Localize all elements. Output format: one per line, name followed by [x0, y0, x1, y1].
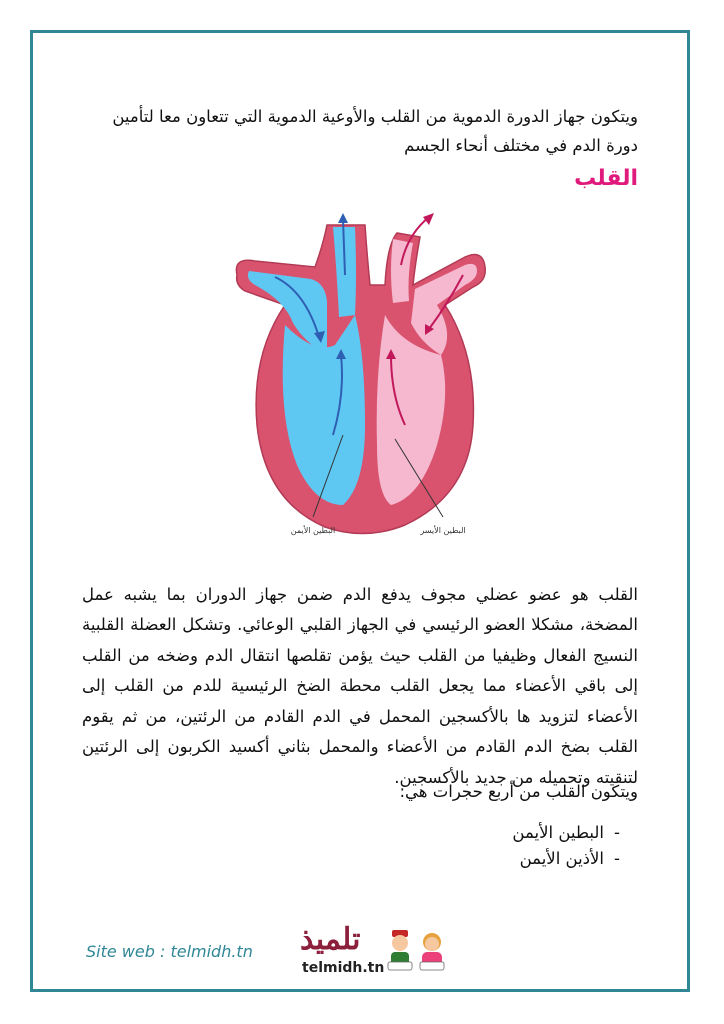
- list-item: [512, 846, 620, 872]
- intro-paragraph: ويتكون جهاز الدورة الدموية من القلب والأوعية الدموية التي تتعاون معا لتأمين دورة الدم في مختلف أنحاء الجسم: [112, 106, 638, 155]
- body-paragraph: القلب هو عضو عضلي مجوف يدفع الدم ضمن جهاز الدوران بما يشبه عمل المضخة، مشكلا العضو الرئيسي في الجهاز القلبي الوعائي. وتشكل العضلة القلبية النسيج الفعال وظيفيا من القلب حيث يؤمن تقلصها انتقال الدم وضخه من القلب إلى باقي الأعضاء مما يجعل القلب محطة الضخ الرئيسية للدم من القلب إلى الأعضاء لتزويد ها بالأكسجين المحمل في الدم القادم من الرئتين، من ثم يقوم القلب بضخ الدم القادم من الأعضاء والمحمل بثاني أكسيد الكربون إلى الرئتين لتنقيته وتحميله من جديد بالأكسجين.: [82, 584, 638, 787]
- heart-diagram: [215, 205, 515, 545]
- kids-reading-icon: [386, 928, 452, 978]
- chambers-list: [512, 820, 620, 872]
- label-right-ventricle: البطين الأيمن: [290, 526, 336, 535]
- site-link[interactable]: Site web : telmidh.tn: [86, 942, 253, 961]
- section-title: القلب: [574, 166, 638, 191]
- list-item-label: الأذين الأيمن: [519, 849, 605, 868]
- chambers-intro: ويتكون القلب من أربع حجرات هي:: [399, 782, 638, 801]
- logo-latin-text: telmidh.tn: [302, 960, 385, 976]
- label-left-ventricle: البطين الأيسر: [420, 526, 466, 535]
- logo-arabic-text: تلميذ: [300, 922, 361, 957]
- list-item-label: البطين الأيمن: [512, 823, 605, 842]
- list-item: [512, 820, 620, 846]
- list-dash: -: [614, 823, 620, 842]
- list-dash: -: [614, 849, 620, 868]
- telmidh-logo: [298, 922, 458, 980]
